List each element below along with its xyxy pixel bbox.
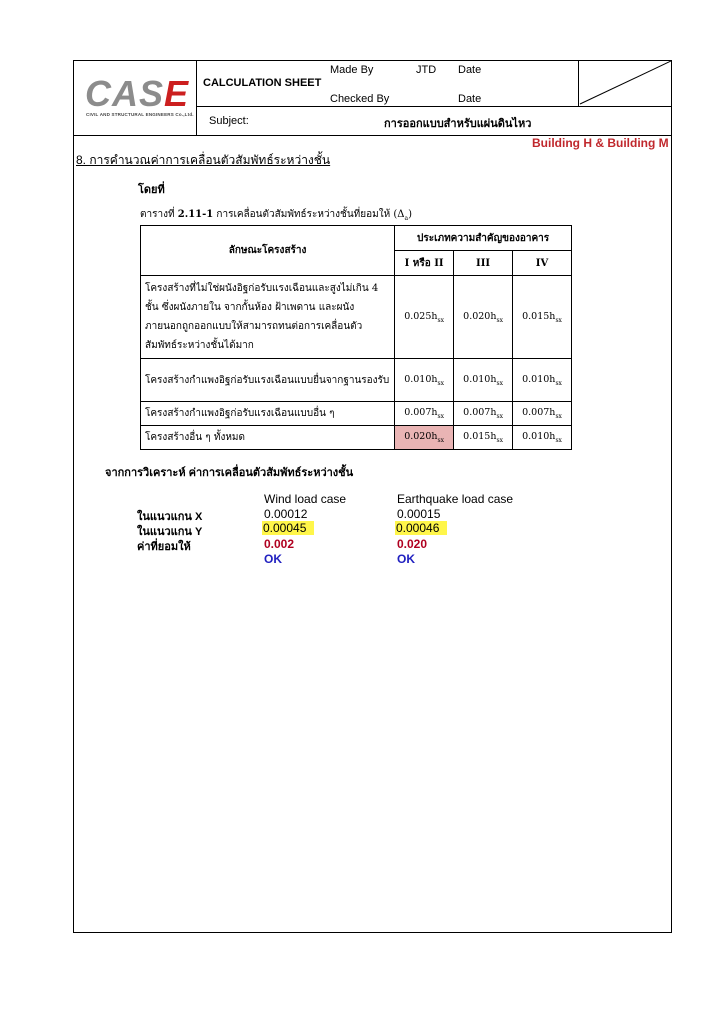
col-cat-1: I หรือ II	[395, 251, 454, 276]
row-value: $0.020h_{sx}$	[454, 276, 513, 359]
table-row	[141, 426, 572, 450]
caption-number: 2.11-1	[177, 209, 214, 220]
row-value-highlighted: $0.020h_{sx}$	[395, 426, 454, 450]
sheet-title: CALCULATION SHEET	[203, 77, 322, 89]
checked-by-label: Checked By	[330, 93, 390, 105]
table-caption	[140, 207, 412, 222]
allowable-drift-table	[140, 225, 572, 450]
logo-accent-letter: E	[164, 73, 190, 114]
section-heading: 8. การคำนวณค่าการเคลื่อนตัวสัมพัทธ์ระหว่างชั้น	[76, 153, 331, 167]
row-x-label: ในแนวแกน X	[137, 511, 203, 523]
company-logo	[85, 74, 189, 114]
made-by-label: Made By	[330, 64, 374, 76]
row-value: $0.015h_{sx}$	[513, 276, 572, 359]
caption-symbol: Δ	[397, 209, 405, 220]
caption-text: การเคลื่อนตัวสัมพัทธ์ระหว่างชั้นที่ยอมให้ (	[213, 209, 398, 220]
ok-eq: OK	[397, 552, 415, 566]
row-value: $0.010h_{sx}$	[513, 359, 572, 402]
row-desc: โครงสร้างที่ไม่ใช่ผนังอิฐก่อรับแรงเฉือนและสูงไม่เกิน 4 ชั้น ซึ่งผนังภายใน จากกั้นห้อง ฝ้าเพดาน และผนังภายนอกถูกออกแบบให้สามารถทนต่อการเคลื่อนตัวสัมพัทธ์ระหว่างชั้นได้มาก	[141, 276, 395, 359]
header-divider-top	[196, 106, 672, 107]
row-y-eq: 0.00046	[395, 521, 447, 535]
caption-close: )	[408, 209, 412, 220]
col-wind: Wind load case	[264, 492, 347, 506]
row-y-wind: 0.00045	[262, 521, 314, 535]
row-value: $0.007h_{sx}$	[395, 402, 454, 426]
row-desc: โครงสร้างอื่น ๆ ทั้งหมด	[141, 426, 395, 450]
building-label: Building H & Building M	[532, 136, 669, 150]
date-label-2: Date	[458, 93, 482, 105]
row-desc: โครงสร้างกำแพงอิฐก่อรับแรงเฉือนแบบอื่น ๆ	[141, 402, 395, 426]
row-value: $0.010h_{sx}$	[454, 359, 513, 402]
col-cat-3: IV	[513, 251, 572, 276]
col-group: ประเภทความสำคัญของอาคาร	[395, 226, 572, 251]
logo-word: CASE	[85, 73, 190, 114]
row-desc: โครงสร้างกำแพงอิฐก่อรับแรงเฉือนแบบยื่นจากฐานรองรับ	[141, 359, 395, 402]
col-structure: ลักษณะโครงสร้าง	[141, 226, 395, 276]
row-allow-eq: 0.020	[397, 537, 428, 551]
row-x-eq: 0.00015	[397, 507, 441, 521]
row-value: $0.025h_{sx}$	[395, 276, 454, 359]
col-cat-2: III	[454, 251, 513, 276]
made-by-value: JTD	[416, 64, 437, 76]
table-header-row	[141, 226, 572, 251]
logo-tagline: CIVIL AND STRUCTURAL ENGINEERS Co.,Ltd.	[86, 112, 194, 117]
subject-label: Subject:	[209, 115, 249, 127]
row-value: $0.010h_{sx}$	[513, 426, 572, 450]
table-row	[141, 359, 572, 402]
subject-value: การออกแบบสำหรับแผ่นดินไหว	[384, 118, 532, 130]
caption-prefix: ตารางที่	[140, 209, 178, 220]
diagonal-mark	[578, 61, 671, 106]
row-value: $0.007h_{sx}$	[513, 402, 572, 426]
row-x-wind: 0.00012	[264, 507, 308, 521]
section-intro: โดยที่	[138, 184, 165, 196]
row-value: $0.007h_{sx}$	[454, 402, 513, 426]
row-allow-label: ค่าที่ยอมให้	[137, 541, 191, 553]
analysis-heading: จากการวิเคราะห์ ค่าการเคลื่อนตัวสัมพัทธ์ระหว่างชั้น	[105, 467, 354, 479]
row-value: $0.010h_{sx}$	[395, 359, 454, 402]
row-allow-wind: 0.002	[264, 537, 295, 551]
col-earthquake: Earthquake load case	[397, 492, 514, 506]
row-value: $0.015h_{sx}$	[454, 426, 513, 450]
table-row	[141, 276, 572, 359]
logo-divider	[196, 60, 197, 136]
date-label-1: Date	[458, 64, 482, 76]
row-y-label: ในแนวแกน Y	[137, 526, 203, 538]
ok-wind: OK	[264, 552, 282, 566]
caption-symbol-sub: a	[404, 215, 409, 222]
table-row	[141, 402, 572, 426]
